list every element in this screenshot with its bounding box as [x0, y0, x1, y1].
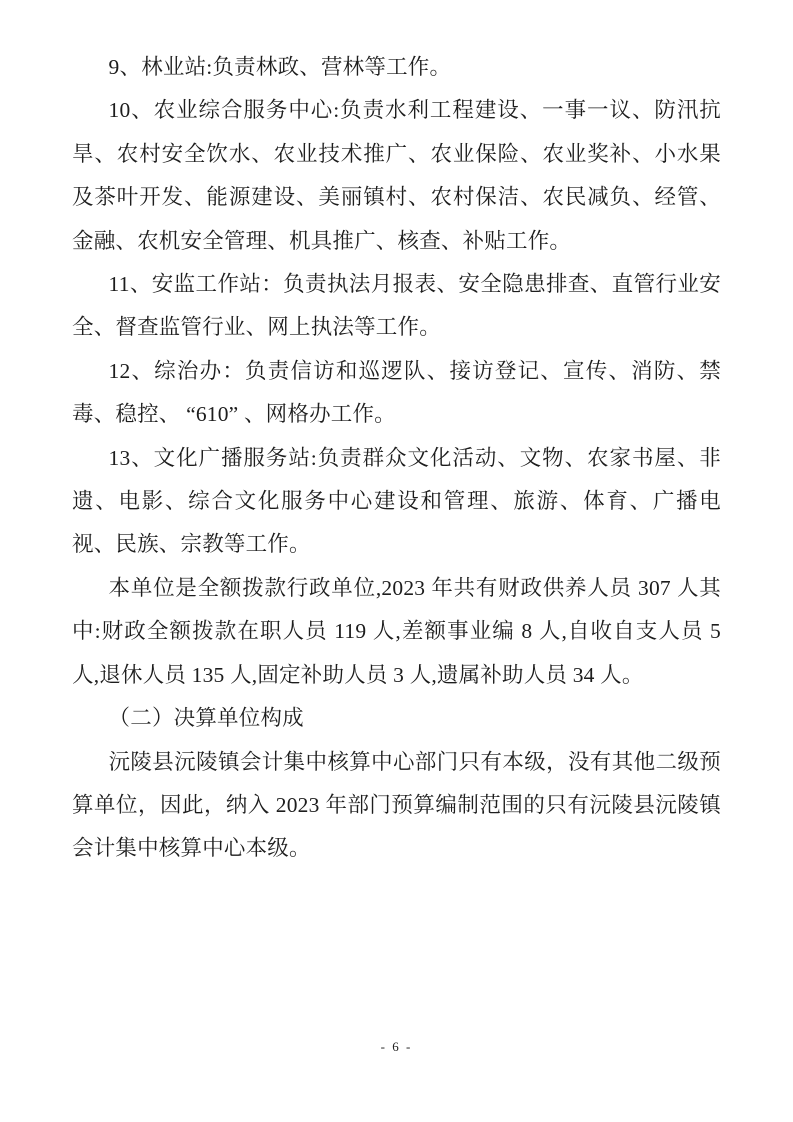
- paragraph-forestry-station: 9、林业站:负责林政、营林等工作。: [108, 55, 452, 79]
- document-body: [72, 46, 721, 871]
- page-footer: [0, 1039, 793, 1055]
- paragraph-culture-broadcast-station: 13、文化广播服务站:负责群众文化活动、文物、农家书屋、非遗、电影、综合文化服务中心建设和管理、旅游、体育、广播电视、民族、宗教等工作。: [72, 445, 721, 557]
- paragraph-agriculture-service-center: 10、农业综合服务中心:负责水利工程建设、一事一议、防汛抗旱、农村安全饮水、农业技术推广、农业保险、农业奖补、小水果及茶叶开发、能源建设、美丽镇村、农村保洁、农民减负、经管、金融、农机安全管理、机具推广、核查、补贴工作。: [72, 98, 721, 253]
- paragraph-budget-unit-scope: 沅陵县沅陵镇会计集中核算中心部门只有本级，没有其他二级预算单位，因此，纳入 2023 年部门预算编制范围的只有沅陵县沅陵镇会计集中核算中心本级。: [72, 749, 721, 861]
- paragraph-comprehensive-governance-office: 12、综治办：负责信访和巡逻队、接访登记、宣传、消防、禁毒、稳控、 “610” 、网格办工作。: [72, 358, 721, 427]
- page-number: - 6 -: [380, 1039, 413, 1054]
- section-heading-unit-composition: （二）决算单位构成: [108, 706, 304, 731]
- paragraph-safety-supervision-station: 11、安监工作站：负责执法月报表、安全隐患排查、直管行业安全、督查监管行业、网上执法等工作。: [72, 272, 721, 340]
- paragraph-staffing-statistics: 本单位是全额拨款行政单位,2023 年共有财政供养人员 307 人其中:财政全额拨款在职人员 119 人,差额事业编 8 人,自收自支人员 5 人,退休人员 135 人,固定补助人员 3 人,遗属补助人员 34 人。: [72, 575, 721, 687]
